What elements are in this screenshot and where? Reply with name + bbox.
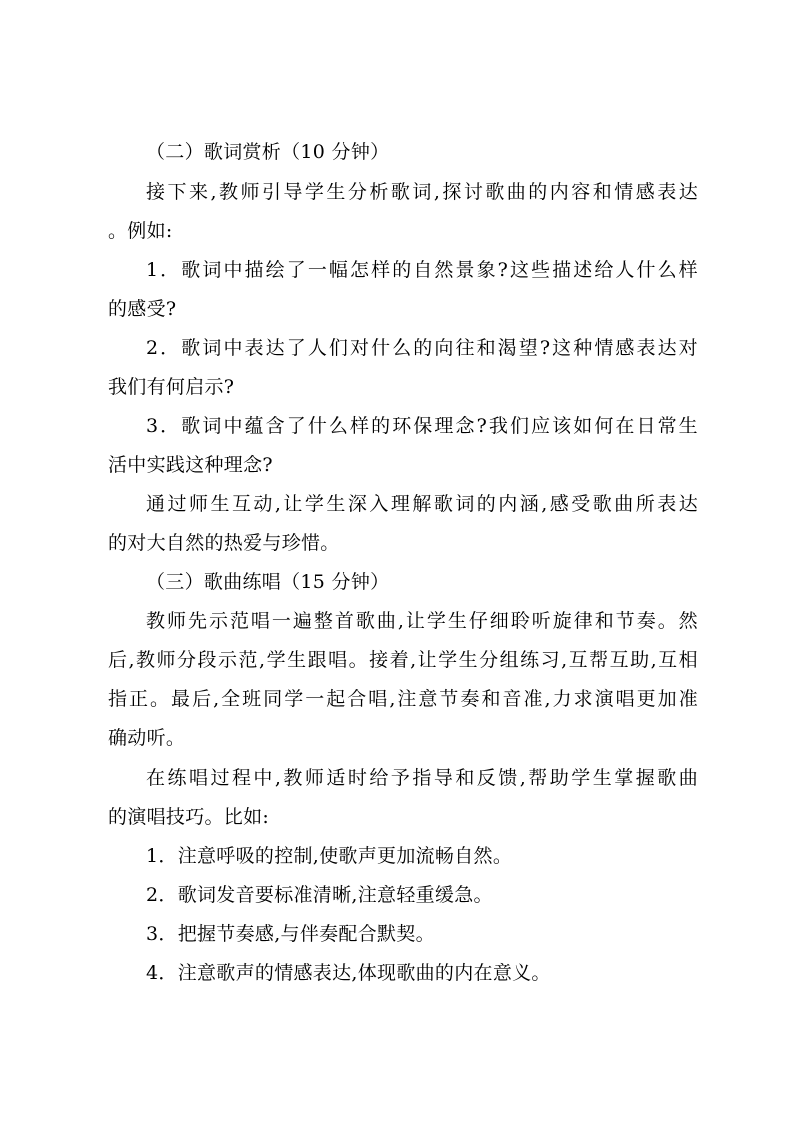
section-2-summary-line-1: 通过师生互动,让学生深入理解歌词的内涵,感受歌曲所表达 <box>146 493 698 515</box>
question-1-line-2: 的感受? <box>108 298 177 320</box>
section-3-heading: （三）歌曲练唱（15 分钟） <box>146 571 390 593</box>
section-2-intro-line-1: 接下来,教师引导学生分析歌词,探讨歌曲的内容和情感表达 <box>146 181 698 203</box>
section-3-para-1-line-2: 后,教师分段示范,学生跟唱。接着,让学生分组练习,互帮互助,互相 <box>108 649 698 671</box>
section-3-para-2-line-2: 的演唱技巧。比如: <box>108 806 270 828</box>
tip-3: 3．把握节奏感,与伴奏配合默契。 <box>146 923 435 945</box>
section-3-para-2-line-1: 在练唱过程中,教师适时给予指导和反馈,帮助学生掌握歌曲 <box>146 767 698 789</box>
question-2-line-1: 2．歌词中表达了人们对什么的向往和渴望?这种情感表达对 <box>146 337 698 359</box>
question-1-line-1: 1．歌词中描绘了一幅怎样的自然景象?这些描述给人什么样 <box>146 259 698 281</box>
section-2-summary-line-2: 的对大自然的热爱与珍惜。 <box>108 532 340 554</box>
section-2-heading: （二）歌词赏析（10 分钟） <box>146 141 390 163</box>
section-2-intro-line-2: 。例如: <box>108 220 173 242</box>
section-3-para-1-line-3: 指正。最后,全班同学一起合唱,注意节奏和音准,力求演唱更加准 <box>108 688 698 710</box>
question-3-line-1: 3．歌词中蕴含了什么样的环保理念?我们应该如何在日常生 <box>146 415 698 437</box>
section-3-para-1-line-1: 教师先示范唱一遍整首歌曲,让学生仔细聆听旋律和节奏。然 <box>146 610 698 632</box>
section-3-para-1-line-4: 确动听。 <box>108 727 186 749</box>
question-2-line-2: 我们有何启示? <box>108 376 235 398</box>
question-3-line-2: 活中实践这种理念? <box>108 454 273 476</box>
tip-4: 4．注意歌声的情感表达,体现歌曲的内在意义。 <box>146 962 551 984</box>
tip-2: 2．歌词发音要标准清晰,注意轻重缓急。 <box>146 884 493 906</box>
tip-1: 1．注意呼吸的控制,使歌声更加流畅自然。 <box>146 845 513 867</box>
